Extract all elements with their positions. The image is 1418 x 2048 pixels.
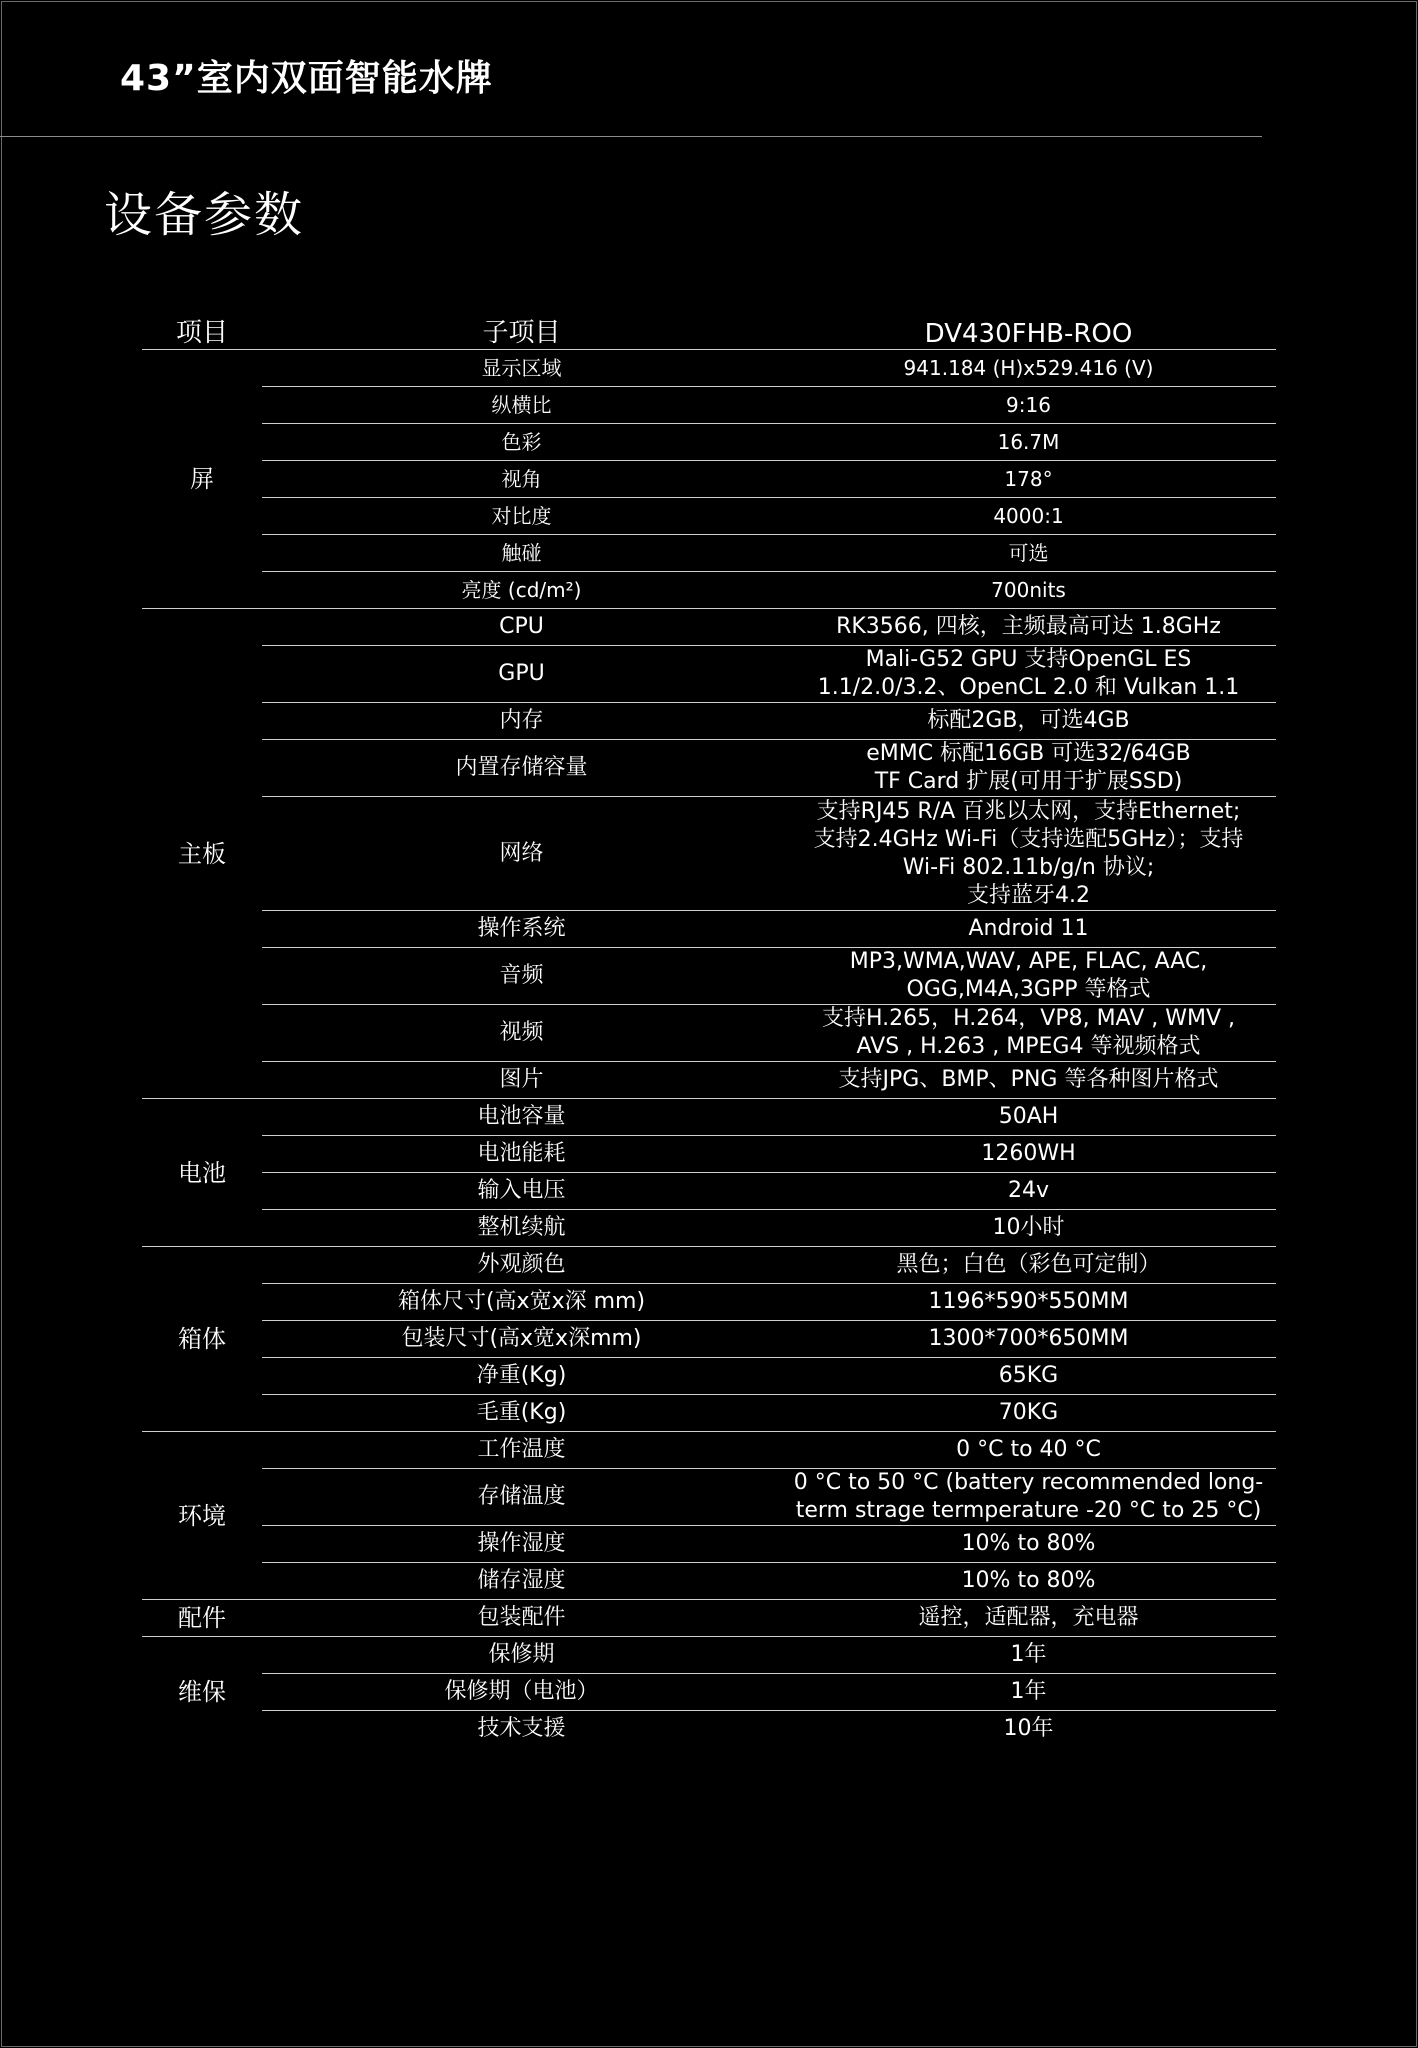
column-header-model: DV430FHB-ROO — [781, 312, 1276, 350]
row-value: 178° — [781, 461, 1276, 498]
group-label-battery: 电池 — [142, 1099, 262, 1247]
row-value: 9:16 — [781, 387, 1276, 424]
table-row — [142, 461, 1276, 498]
table-row — [142, 1432, 1276, 1469]
row-item: CPU — [262, 609, 781, 646]
row-value: 0 °C to 40 °C — [781, 1432, 1276, 1469]
row-item: 包装配件 — [262, 1600, 781, 1637]
row-value: 10年 — [1003, 1716, 1054, 1742]
row-item: 输入电压 — [262, 1173, 781, 1210]
row-value: 支持H.265，H.264，VP8, MAV , WMV , AVS , H.263 , MPEG4 等视频格式 — [781, 1005, 1276, 1062]
table-row — [142, 1321, 1276, 1358]
table-row — [142, 1173, 1276, 1210]
row-value: 16.7M — [781, 424, 1276, 461]
row-item: 保修期 — [262, 1637, 781, 1674]
row-item: 包装尺寸(高x宽x深mm) — [262, 1321, 781, 1358]
table-row — [142, 1674, 1276, 1711]
row-value: 可选 — [781, 535, 1276, 572]
row-item: 对比度 — [262, 498, 781, 535]
table-row — [142, 703, 1276, 740]
table-row — [142, 740, 1276, 797]
row-item: 网络 — [262, 797, 781, 911]
row-value: 1年 — [781, 1674, 1276, 1711]
table-row — [142, 1711, 1276, 1748]
row-value: 支持JPG、BMP、PNG 等各种图片格式 — [781, 1062, 1276, 1099]
row-value: 0 °C to 50 °C (battery recommended long- term strage termperature -20 °C to 25 °C) — [781, 1469, 1276, 1526]
table-row — [142, 609, 1276, 646]
table-row — [142, 1247, 1276, 1284]
row-item: 箱体尺寸(高x宽x深 mm) — [262, 1284, 781, 1321]
column-header-item: 项目 — [142, 312, 262, 350]
row-item: 图片 — [262, 1062, 781, 1099]
row-item: 色彩 — [262, 424, 781, 461]
row-value: 1年 — [781, 1637, 1276, 1674]
table-row — [142, 911, 1276, 948]
group-label-mainboard: 主板 — [142, 609, 262, 1099]
group-label-screen: 屏 — [142, 350, 262, 609]
row-item: 内置存储容量 — [262, 740, 781, 797]
table-row — [142, 1284, 1276, 1321]
table-row — [142, 1637, 1276, 1674]
table-row — [142, 948, 1276, 1005]
row-item: 音频 — [262, 948, 781, 1005]
row-item: 外观颜色 — [262, 1247, 781, 1284]
row-item: 工作温度 — [262, 1432, 781, 1469]
row-value: 50AH — [781, 1099, 1276, 1136]
row-item: 存储温度 — [262, 1469, 781, 1526]
table-row — [142, 1395, 1276, 1432]
row-item: 亮度 (cd/m²) — [262, 572, 781, 609]
row-value: 10小时 — [781, 1210, 1276, 1247]
row-value: Android 11 — [781, 911, 1276, 948]
table-row — [142, 1062, 1276, 1099]
row-value: 65KG — [781, 1358, 1276, 1395]
row-value: 941.184 (H)x529.416 (V) — [781, 350, 1276, 387]
row-item: 储存湿度 — [262, 1563, 781, 1600]
table-row — [142, 1563, 1276, 1600]
row-value: 4000:1 — [781, 498, 1276, 535]
row-item: 视频 — [262, 1005, 781, 1062]
table-row — [142, 1526, 1276, 1563]
table-row — [142, 1136, 1276, 1173]
row-item: 显示区域 — [262, 350, 781, 387]
table-row — [142, 1469, 1276, 1526]
row-value: 70KG — [781, 1395, 1276, 1432]
group-label-environment: 环境 — [142, 1432, 262, 1600]
table-row — [142, 1005, 1276, 1062]
row-item: 视角 — [262, 461, 781, 498]
row-value: RK3566, 四核，主频最高可达 1.8GHz — [781, 609, 1276, 646]
row-item: 纵横比 — [262, 387, 781, 424]
row-item: 电池容量 — [262, 1099, 781, 1136]
group-label-accessories: 配件 — [142, 1600, 262, 1637]
row-value: 遥控，适配器，充电器 — [781, 1600, 1276, 1637]
row-item: 整机续航 — [262, 1210, 781, 1247]
table-row — [142, 535, 1276, 572]
table-row — [142, 350, 1276, 387]
row-value: 1300*700*650MM — [781, 1321, 1276, 1358]
spec-table — [142, 312, 1276, 1748]
table-row — [142, 387, 1276, 424]
row-value: 10% to 80% — [781, 1563, 1276, 1600]
row-item: 毛重(Kg) — [262, 1395, 781, 1432]
row-item: 技术支援 — [477, 1716, 566, 1742]
document-title: 43”室内双面智能水牌 — [120, 58, 493, 99]
row-item: 操作湿度 — [262, 1526, 781, 1563]
row-item: 电池能耗 — [262, 1136, 781, 1173]
row-value: MP3,WMA,WAV, APE, FLAC, AAC, OGG,M4A,3GPP 等格式 — [781, 948, 1276, 1005]
header-divider — [0, 136, 1262, 137]
row-item: 操作系统 — [262, 911, 781, 948]
row-value: 1260WH — [781, 1136, 1276, 1173]
spec-table-header-row — [142, 312, 1276, 350]
table-row — [142, 1099, 1276, 1136]
row-value: 标配2GB，可选4GB — [781, 703, 1276, 740]
section-title: 设备参数 — [104, 187, 305, 243]
group-label-warranty: 维保 — [178, 1678, 226, 1707]
table-row — [142, 1210, 1276, 1247]
row-item: 内存 — [262, 703, 781, 740]
row-item: 触碰 — [262, 535, 781, 572]
table-row — [142, 424, 1276, 461]
row-value: eMMC 标配16GB 可选32/64GB TF Card 扩展(可用于扩展SSD) — [781, 740, 1276, 797]
table-row — [142, 1358, 1276, 1395]
row-value: 支持RJ45 R/A 百兆以太网，支持Ethernet; 支持2.4GHz Wi-Fi（支持选配5GHz）；支持 Wi-Fi 802.11b/g/n 协议; 支持蓝牙4.2 — [781, 797, 1276, 911]
row-value: 700nits — [781, 572, 1276, 609]
table-row — [142, 572, 1276, 609]
row-item: 保修期（电池） — [262, 1674, 781, 1711]
row-value: Mali-G52 GPU 支持OpenGL ES 1.1/2.0/3.2、OpenCL 2.0 和 Vulkan 1.1 — [781, 646, 1276, 703]
row-value: 10% to 80% — [781, 1526, 1276, 1563]
table-row — [142, 646, 1276, 703]
row-item: 净重(Kg) — [262, 1358, 781, 1395]
column-header-subitem: 子项目 — [262, 312, 781, 350]
group-label-cabinet: 箱体 — [142, 1247, 262, 1432]
table-row — [142, 498, 1276, 535]
row-value: 1196*590*550MM — [781, 1284, 1276, 1321]
table-row — [142, 797, 1276, 911]
row-value: 24v — [781, 1173, 1276, 1210]
row-item: GPU — [262, 646, 781, 703]
table-row — [142, 1600, 1276, 1637]
row-value: 黑色；白色（彩色可定制） — [781, 1247, 1276, 1284]
